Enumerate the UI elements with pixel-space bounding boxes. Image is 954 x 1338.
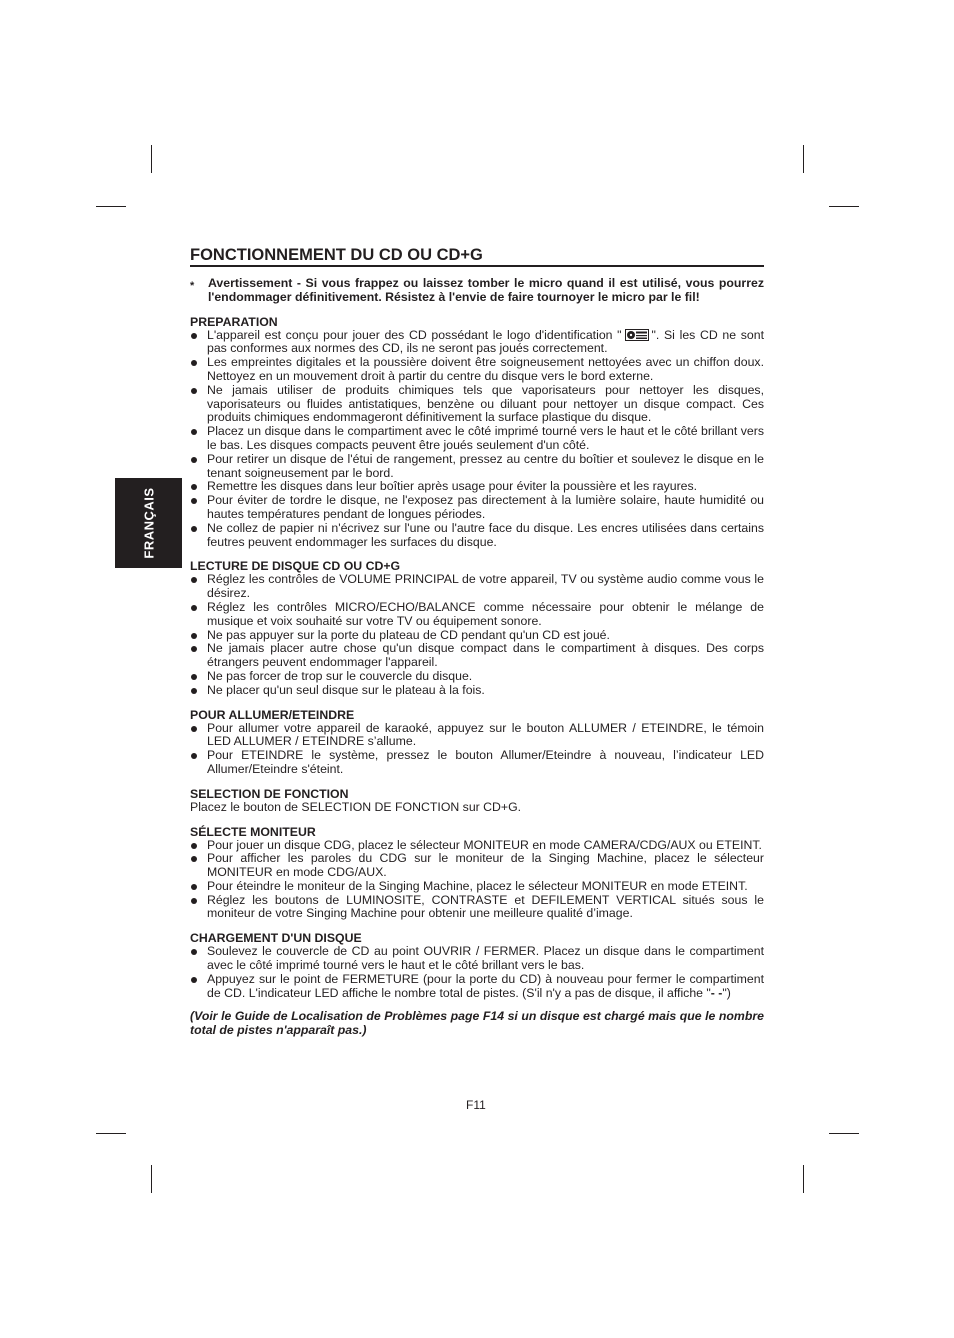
crop-mark xyxy=(803,1165,804,1193)
bullet-icon xyxy=(191,484,197,490)
list-item: Remettre les disques dans leur boîtier après usage pour éviter la poussière et les rayures. xyxy=(190,480,764,494)
section-heading: SELECTION DE FONCTION xyxy=(190,786,349,801)
bullet-icon xyxy=(191,457,197,463)
section-text: Placez le bouton de SELECTION DE FONCTION sur CD+G. xyxy=(190,799,522,814)
bullet-icon xyxy=(191,753,197,759)
section-loading xyxy=(190,931,764,1000)
list-item: Ne pas forcer de trop sur le couvercle du disque. xyxy=(190,670,764,684)
warning-star: * xyxy=(190,280,195,292)
bullet-icon xyxy=(191,577,197,583)
bullet-icon xyxy=(191,605,197,611)
list-item: Ne jamais placer autre chose qu'un disque compact dans le compartiment à disques. Des corps étrangers peuvent endommager l'appareil. xyxy=(190,642,764,670)
bullet-icon xyxy=(191,646,197,652)
bullet-icon xyxy=(191,688,197,694)
list-item: Ne jamais utiliser de produits chimiques tels que vaporisateurs pour nettoyer les disques, vaporisateurs ou fluides antistatiques, benzène ou diluant pour nettoyer un disque compact. Ces produits chimiques endommageront définitivement la surface plastique du disque. xyxy=(190,384,764,425)
bullet-icon xyxy=(191,726,197,732)
compact-disc-logo-icon xyxy=(625,329,649,341)
crop-mark xyxy=(829,206,859,207)
troubleshooting-note: (Voir le Guide de Localisation de Problèmes page F14 si un disque est chargé mais que le nombre total de pistes n'apparaît pas.) xyxy=(190,1009,764,1038)
bullet-icon xyxy=(191,856,197,862)
bullet-icon xyxy=(191,360,197,366)
bullet-icon xyxy=(191,633,197,639)
list-item: Ne pas appuyer sur la porte du plateau de CD pendant qu'un CD est joué. xyxy=(190,629,764,643)
page-number: F11 xyxy=(466,1098,486,1112)
crop-mark xyxy=(151,1165,152,1193)
crop-mark xyxy=(803,145,804,173)
language-tab-label: FRANÇAIS xyxy=(141,487,156,559)
crop-mark xyxy=(96,206,126,207)
bullet-icon xyxy=(191,977,197,983)
list-item: Pour ETEINDRE le système, pressez le bouton Allumer/Eteindre à nouveau, l’indicateur LED Allumer/Eteindre s'éteint. xyxy=(190,749,764,777)
section-function-select xyxy=(190,787,764,815)
bullet-icon xyxy=(191,949,197,955)
section-lecture xyxy=(190,559,764,697)
list-item: Pour jouer un disque CDG, placez le sélecteur MONITEUR en mode CAMERA/CDG/AUX ou ETEINT. xyxy=(190,839,764,853)
section-heading: POUR ALLUMER/ETEINDRE xyxy=(190,707,355,722)
list-item: L'appareil est conçu pour jouer des CD possédant le logo d'identification " ". Si les CD ne sont pas conformes aux normes des CD, ils ne seront pas joués correctement. xyxy=(190,329,764,357)
bullet-icon xyxy=(191,526,197,532)
page-title: FONCTIONNEMENT DU CD OU CD+G xyxy=(190,245,764,267)
list-item: Placez un disque dans le compartiment avec le côté imprimé tourné vers le haut et le côté brillant vers le bas. Les disques compacts peuvent être joués seulement d'un côté. xyxy=(190,425,764,453)
list-item: Les empreintes digitales et la poussière doivent être soigneusement nettoyées avec un chiffon doux. Nettoyez en un mouvement droit à partir du centre du disque vers le bord externe. xyxy=(190,356,764,384)
section-heading: PREPARATION xyxy=(190,314,278,329)
crop-mark xyxy=(96,1133,126,1134)
bullet-icon xyxy=(191,898,197,904)
list-item: Pour afficher les paroles du CDG sur le moniteur de la Singing Machine, placez le sélecteur MONITEUR en mode CDG/AUX. xyxy=(190,852,764,880)
list-item: Ne collez de papier ni n'écrivez sur l'une ou l'autre face du disque. Les encres utilisées dans certains feutres peuvent endommager les surfaces du disque. xyxy=(190,522,764,550)
section-monitor xyxy=(190,825,764,922)
language-tab xyxy=(115,478,182,568)
list-item: Réglez les boutons de LUMINOSITE, CONTRASTE et DEFILEMENT VERTICAL situés sous le moniteur de votre Singing Machine pour obtenir une meilleure qualité d’image. xyxy=(190,894,764,922)
section-heading: CHARGEMENT D'UN DISQUE xyxy=(190,931,362,946)
section-preparation xyxy=(190,315,764,550)
bullet-icon xyxy=(191,884,197,890)
list-item: Pour éviter de tordre le disque, ne l'exposez pas directement à la lumière solaire, haute humidité ou hautes températures pendant de longues périodes. xyxy=(190,494,764,522)
section-heading: LECTURE DE DISQUE CD OU CD+G xyxy=(190,559,401,574)
bullet-icon xyxy=(191,843,197,849)
section-power xyxy=(190,708,764,777)
crop-mark xyxy=(829,1133,859,1134)
list-item: Pour retirer un disque de l'étui de rangement, pressez au centre du boîtier et soulevez le disque en le tenant soigneusement par le bord. xyxy=(190,453,764,481)
warning-paragraph xyxy=(190,277,764,305)
list-item: Pour allumer votre appareil de karaoké, appuyez sur le bouton ALLUMER / ETEINDRE, le témoin LED ALLUMER / ETEINDRE s’allume. xyxy=(190,722,764,750)
section-heading: SÉLECTE MONITEUR xyxy=(190,824,316,839)
bullet-icon xyxy=(191,498,197,504)
list-item: Soulevez le couvercle de CD au point OUVRIR / FERMER. Placez un disque dans le compartiment avec le côté imprimé tourné vers le haut et le côté brillant vers le bas. xyxy=(190,945,764,973)
list-item: Pour éteindre le moniteur de la Singing Machine, placez le sélecteur MONITEUR en mode ETEINT. xyxy=(190,880,764,894)
list-item: Ne placer qu'un seul disque sur le plateau à la fois. xyxy=(190,684,764,698)
list-item: Réglez les contrôles de VOLUME PRINCIPAL de votre appareil, TV ou système audio comme vous le désirez. xyxy=(190,573,764,601)
warning-text: Avertissement - Si vous frappez ou laissez tomber le micro quand il est utilisé, vous pourrez l'endommager définitivement. Résistez à l'envie de faire tournoyer le micro par le fil! xyxy=(208,276,764,304)
bullet-icon xyxy=(191,429,197,435)
list-item: Appuyez sur le point de FERMETURE (pour la porte du CD) à nouveau pour fermer le compartiment de CD. L'indicateur LED affiche le nombre total de pistes. (S'il n'y a pas de disque, il affiche "- -") xyxy=(190,973,764,1001)
list-item: Réglez les contrôles MICRO/ECHO/BALANCE comme nécessaire pour obtenir le mélange de musique et voix souhaité sur votre TV ou équipement sonore. xyxy=(190,601,764,629)
bullet-icon xyxy=(191,388,197,394)
crop-mark xyxy=(151,145,152,173)
bullet-icon xyxy=(191,333,197,339)
bullet-icon xyxy=(191,674,197,680)
no-disc-display: - - xyxy=(710,985,723,1000)
page-content xyxy=(190,245,764,1038)
